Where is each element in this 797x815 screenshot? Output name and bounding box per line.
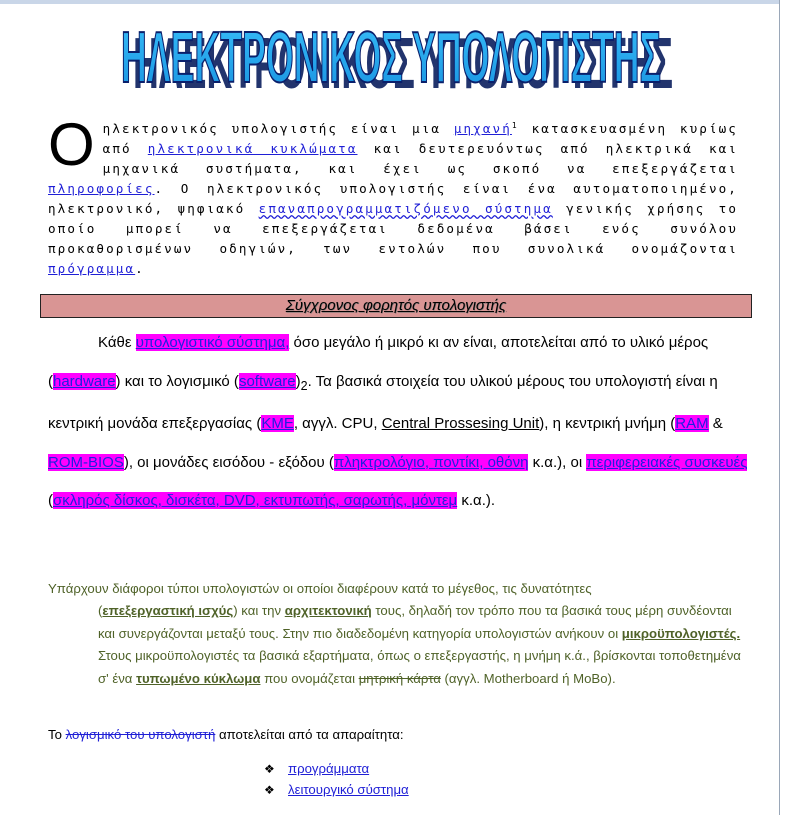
computer-types-paragraph	[48, 578, 748, 690]
drop-cap: Ο	[48, 111, 95, 178]
main-text-7: ), η κεντρική μνήμη (	[539, 415, 676, 433]
main-text-2: όσο μεγάλο ή μικρό κι αν είναι, αποτελείται από το υλικό μέρος (	[48, 334, 709, 390]
link-computer-software[interactable]: λογισμικό του υπολογιστή	[65, 727, 216, 742]
link-information[interactable]: πληροφορίες	[48, 181, 155, 197]
motherboard-struck: μητρική κάρτα	[358, 670, 441, 686]
types-line-1: Υπάρχουν διάφοροι τύποι υπολογιστών οι οποίοι διαφέρουν κατά το μέγεθος, τις δυνατότητες	[48, 581, 592, 596]
intro-text-3: και δευτερευόντως από ηλεκτρικά και μηχανικά συστήματα, και έχει ως σκοπό να επεξεργάζεται	[102, 141, 739, 177]
types-text-2: (	[98, 603, 103, 619]
main-text-6: , αγγλ. CPU,	[293, 415, 382, 433]
link-program[interactable]: πρόγραμμα	[48, 261, 136, 277]
hl-software[interactable]: software	[238, 372, 296, 390]
link-machine[interactable]: μηχανή	[453, 121, 512, 137]
intro-text-5: γενικής χρήσης το οποίο μπορεί να επεξεργάζεται δεδομένα βάσει ενός συνόλου προκαθορισμένων οδηγιών, των εντολών που συνολικά ονομάζονται	[48, 201, 739, 257]
main-text-12: κ.α.).	[457, 492, 496, 510]
hl-ram[interactable]: RAM	[675, 415, 709, 433]
hl-hardware[interactable]: hardware	[53, 372, 116, 390]
main-text-5: . Τα βασικά στοιχεία του υλικού μέρους του υπολογιστή είναι η κεντρική μονάδα επεξεργασίας (	[48, 372, 718, 433]
types-text-6: που ονομάζεται	[260, 670, 359, 686]
printed-circuit: τυπωμένο κύκλωμα	[136, 670, 261, 686]
list-item	[264, 758, 409, 779]
main-text-1: Κάθε	[98, 334, 136, 351]
link-operating-system[interactable]: λειτουργικό σύστημα	[288, 782, 409, 797]
link-reprogrammable-system[interactable]: επαναπρογραμματιζόμενο σύστημα	[258, 201, 553, 217]
types-body	[48, 600, 748, 690]
processing-power: επεξεργαστική ισχύς	[102, 603, 234, 619]
laptop-caption-box	[40, 294, 752, 318]
diamond-bullet-icon: ❖	[264, 783, 275, 797]
wordart-title	[115, 14, 675, 104]
system-paragraph	[48, 324, 748, 521]
main-text-9: ), οι μονάδες εισόδου - εξόδου (	[123, 453, 334, 471]
software-pre: Το	[48, 727, 66, 742]
window-right-edge	[779, 0, 797, 815]
main-text-3: ) και το λογισμικό (	[115, 372, 239, 390]
types-text-4: τους, δηλαδή τον τρόπο που τα βασικά τους μέρη συνδέονται και συνεργάζονται μεταξύ τους. Στην πιο διαδεδομένη κατηγορία υπολογιστών ανήκουν οι	[98, 603, 732, 641]
types-text-5: Στους μικροϋπολογιστές τα βασικά εξαρτήματα, όπως ο επεξεργαστής, η μνήμη κ.ά., βρίσκονται τοποθετημένα σ' ένα	[98, 648, 741, 686]
hl-storage-devices[interactable]: σκληρός δίσκος, δισκέτα, DVD, εκτυπωτής, σαρωτής, μόντεμ	[53, 492, 458, 510]
hl-cpu-greek[interactable]: ΚΜΕ	[261, 415, 294, 433]
hl-io-devices[interactable]: πληκτρολόγιο, ποντίκι, οθόνη	[333, 453, 529, 471]
microcomputers: μικροϋπολογιστές.	[621, 625, 741, 641]
software-post: αποτελείται από τα απαραίτητα:	[215, 727, 404, 742]
hl-peripheral-devices[interactable]: περιφερειακές συσκευές	[586, 453, 748, 471]
intro-paragraph	[48, 111, 739, 279]
software-bullet-list	[264, 758, 409, 800]
list-item	[264, 779, 409, 800]
main-text-8: &	[708, 415, 723, 433]
types-text-3: ) και την	[233, 603, 285, 619]
central-processing-unit-text: Central Prossesing Unit	[381, 415, 540, 433]
caption-text: Σύγχρονος φορητός υπολογιστής	[285, 297, 507, 314]
footnote-ref-1[interactable]: 1	[511, 121, 519, 130]
wordart-shadow: ΗΛΕΚΤΡΟΝΙΚΟΣ ΥΠΟΛΟΓΙΣΤΗΣ	[133, 24, 673, 104]
footnote-ref-2[interactable]: 2	[300, 378, 308, 393]
intro-text-2: κατασκευασμένη κυρίως από	[102, 121, 738, 157]
architecture: αρχιτεκτονική	[284, 603, 372, 619]
link-electronic-circuits[interactable]: ηλεκτρονικά κυκλώματα	[147, 141, 358, 157]
intro-text-6: .	[135, 261, 145, 277]
main-text-10: κ.α.), οι	[528, 453, 587, 471]
main-text-11: (	[48, 492, 53, 510]
software-sentence	[48, 727, 404, 742]
link-programs[interactable]: προγράμματα	[288, 761, 370, 776]
intro-text-1: ηλεκτρονικός υπολογιστής είναι μια	[102, 121, 454, 137]
hl-computing-system[interactable]: υπολογιστικό σύστημα,	[135, 334, 290, 351]
hl-rom-bios[interactable]: ROM-BIOS	[48, 453, 124, 471]
wordart-text: ΗΛΕΚΤΡΟΝΙΚΟΣ ΥΠΟΛΟΓΙΣΤΗΣ	[121, 18, 661, 98]
intro-text-4: . Ο ηλεκτρονικός υπολογιστής είναι ένα αυτοματοποιημένο, ηλεκτρονικό, ψηφιακό	[48, 181, 738, 217]
types-text-7: (αγγλ. Motherboard ή MoBo).	[440, 670, 616, 686]
diamond-bullet-icon: ❖	[264, 762, 275, 776]
main-text-4: )	[295, 372, 301, 390]
